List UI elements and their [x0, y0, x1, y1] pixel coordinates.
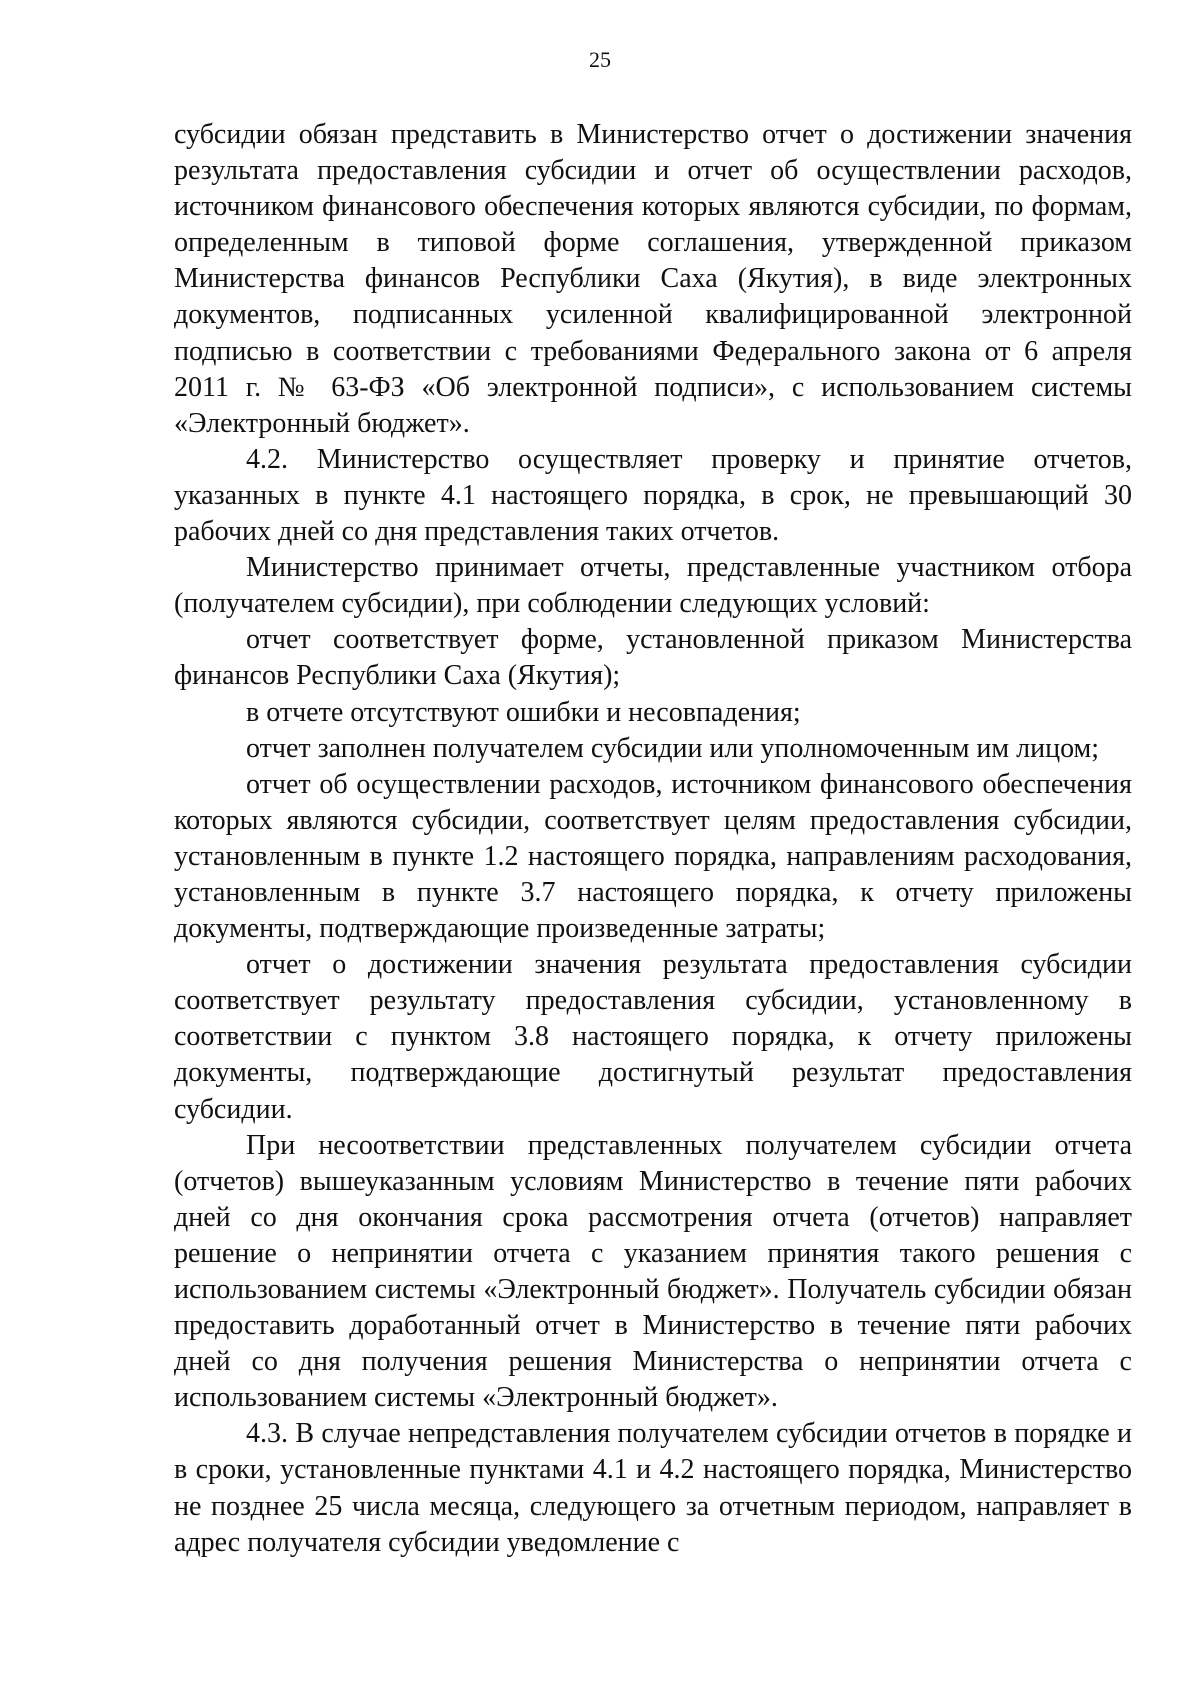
condition-no-errors: в отчете отсутствуют ошибки и несовпадения; [246, 696, 801, 728]
paragraph-4-2: 4.2. Министерство осуществляет проверку и принятие отчетов, указанных в пункте 4.1 настоящего порядка, в срок, не превышающий 30 рабочих дней со дня представления таких отчетов. [174, 443, 1132, 548]
paragraph-acceptance-conditions: Министерство принимает отчеты, представленные участником отбора (получателем субсидии), при соблюдении следующих условий: [174, 552, 1132, 620]
document-body [174, 117, 1132, 1561]
condition-result-report: отчет о достижении значения результата предоставления субсидии соответствует результату предоставления субсидии, установленному в соответствии с пунктом 3.8 настоящего порядка, к отчету приложены документы, подтверждающие достигнутый результат предоставления субсидии. [174, 949, 1132, 1125]
page-number: 25 [589, 47, 611, 72]
paragraph-4-3: 4.3. В случае непредставления получателем субсидии отчетов в порядке и в сроки, установленные пунктами 4.1 и 4.2 настоящего порядка, Министерство не позднее 25 числа месяца, следующего за отчетным периодом, направляет в адрес получателя субсидии уведомление с [174, 1418, 1132, 1558]
condition-expenses-report: отчет об осуществлении расходов, источником финансового обеспечения которых являются субсидии, соответствует целям предоставления субсидии, установленным в пункте 1.2 настоящего порядка, направлениям расходования, установленным в пункте 3.7 настоящего порядка, к отчету приложены документы, подтверждающие произведенные затраты; [174, 768, 1132, 945]
paragraph-non-compliance: При несоответствии представленных получателем субсидии отчета (отчетов) вышеуказанным условиям Министерство в течение пяти рабочих дней со дня окончания срока рассмотрения отчета (отчетов) направляет решение о непринятии отчета с указанием принятия такого решения с использованием системы «Электронный бюджет». Получатель субсидии обязан предоставить доработанный отчет в Министерство в течение пяти рабочих дней со дня получения решения Министерства о непринятии отчета с использованием системы «Электронный бюджет». [174, 1129, 1132, 1414]
condition-form-compliance: отчет соответствует форме, установленной приказом Министерства финансов Республики Саха (Якутия); [174, 624, 1132, 692]
paragraph-continuation: субсидии обязан представить в Министерство отчет о достижении значения результата предоставления субсидии и отчет об осуществлении расходов, источником финансового обеспечения которых являются субсидии, по формам, определенным в типовой форме соглашения, утвержденной приказом Министерства финансов Республики Саха (Якутия), в виде электронных документов, подписанных усиленной квалифицированной электронной подписью в соответствии с требованиями Федерального закона от 6 апреля 2011 г. № 63-ФЗ «Об электронной подписи», с использованием системы «Электронный бюджет». [174, 119, 1132, 439]
condition-filled-by-recipient: отчет заполнен получателем субсидии или уполномоченным им лицом; [246, 732, 1100, 764]
